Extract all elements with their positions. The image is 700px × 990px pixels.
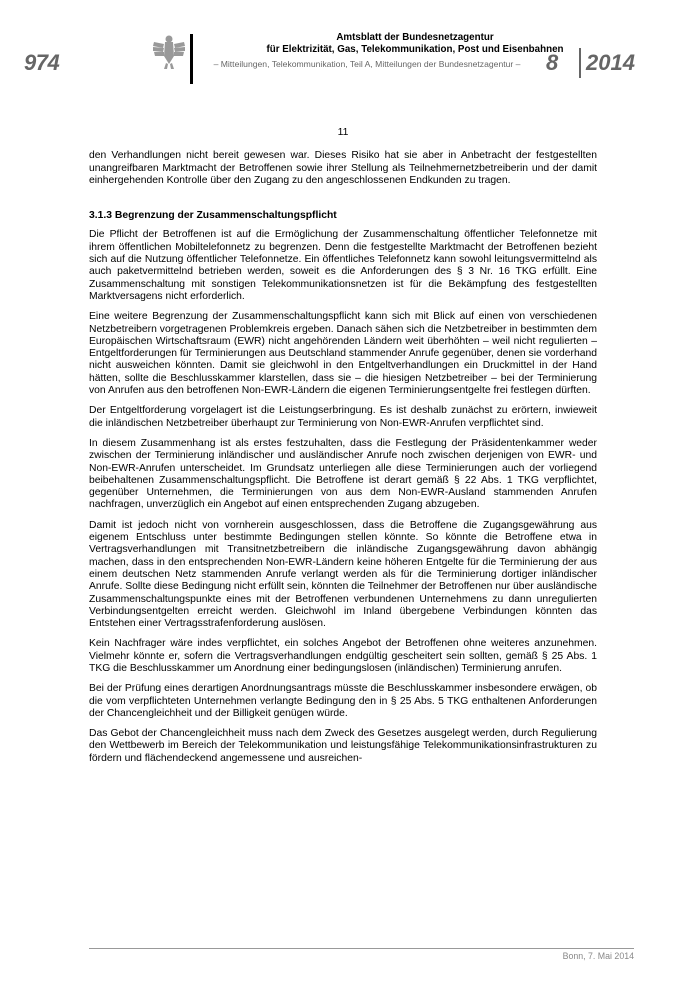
page-number: 974 [24, 50, 60, 75]
footer-place-date: Bonn, 7. Mai 2014 [562, 951, 634, 961]
document-body [89, 127, 597, 773]
issue-number: 8 [546, 50, 559, 75]
paragraph: Der Entgeltforderung vorgelagert ist die Leistungserbringung. Es ist deshalb zunächst zu erörtern, inwieweit die inländischen Netzbetreiber überhaupt zur Terminierung von Non-EWR-Anrufen verpflichtet sind. [89, 405, 597, 429]
publication-title-line1: Amtsblatt der Bundesnetzagentur [336, 32, 494, 43]
paragraph: Eine weitere Begrenzung der Zusammenschaltungspflicht kann sich mit Blick auf einen von verschiedenen Netzbetreibern vorgetragenen Problemkreis ergeben. Danach sähen sich die Netzbetreiber in bestimmten dem Europäischen Wirtschaftsraum (EWR) nicht angehörenden Ländern weit überhöhten – weil nicht regulierten – Entgeltforderungen für Terminierungen aus Deutschland stammender Anrufe gegenüber, denen sie vorderhand nicht ausweichen könnten. Damit sie gleichwohl in den Entgeltverhandlungen ein Druckmittel in der Hand hätten, sollte die Beschlusskammer klarstellen, dass sie – die hiesigen Netzbetreiber – bei der Terminierung von Anrufen aus den betroffenen Non-EWR-Ländern die eigenen Terminierungsentgelte frei festlegen dürften. [89, 311, 597, 397]
publication-title [196, 32, 634, 56]
federal-eagle-icon [152, 34, 186, 70]
section-heading: 3.1.3 Begrenzung der Zusammenschaltungspflicht [89, 210, 337, 222]
paragraph: Die Pflicht der Betroffenen ist auf die Ermöglichung der Zusammenschaltung öffentlicher Telefonnetze mit ihrem öffentlichen Mobiltelefonnetz zu begrenzen. Denn die festgestellte Marktmacht der Betroffenen bezieht sich auf die Nutzung öffentlicher Telefonnetze. Ein öffentliches Telefonnetz kann sowohl leitungsvermittelnd als auch paketvermittelnd betrieben werden, soweit es die Anforderungen des § 3 Nr. 16 TKG erfüllt. Eine Zusammenschaltung mit sonstigen Telekommunikationsnetzen ist für die Bekämpfung des festgestellten Marktversagens nicht erforderlich. [89, 229, 597, 302]
paragraph-intro: den Verhandlungen nicht bereit gewesen war. Dieses Risiko hat sie aber in Anbetracht der festgestellten unangreifbaren Marktmacht der Betroffenen sowie ihrer Stellung als Teilnehmernetzbetreiberin und der damit einhergehenden Kontrolle über den Zugang zu den angeschlossenen Endkunden zu tragen. [89, 150, 597, 186]
paragraph: In diesem Zusammenhang ist als erstes festzuhalten, dass die Festlegung der Präsidentenkammer weder zwischen der Terminierung inländischer und ausländischer Anrufe noch zwischen derjenigen von EWR- und Non-EWR-Anrufen unterscheidet. Im Grundsatz unterliegen alle diese Terminierungen auch der vorliegend beibehaltenen Zusammenschaltungspflicht. Die Betroffene ist derart gemäß § 22 Abs. 1 TKG verpflichtet, gegenüber Unternehmen, die Terminierungen von aus dem Non-EWR-Ausland stammenden Anrufen nachfragen, unverzüglich ein Angebot auf einen entsprechenden Zugang abzugeben. [89, 437, 597, 511]
paragraph: Das Gebot der Chancengleichheit muss nach dem Zweck des Gesetzes ausgelegt werden, durch Regulierung den Wettbewerb im Bereich der Telekommunikation und leistungsfähige Telekommunikationsinfrastrukturen zu fördern und flächendeckend angemessene und ausreichen- [89, 728, 597, 764]
paragraph: Bei der Prüfung eines derartigen Anordnungsantrags müsste die Beschlusskammer insbesondere erwägen, ob die vom verpflichteten Unternehmen verlangte Bedingung den in § 25 Abs. 5 TKG enthaltenen Anforderungen der Chancengleichheit und der Billigkeit genügen würde. [89, 683, 597, 719]
publication-subtitle: – Mitteilungen, Telekommunikation, Teil A, Mitteilungen der Bundesnetzagentur – [213, 59, 521, 69]
publication-title-line2: für Elektrizität, Gas, Telekommunikation, Post und Eisenbahnen [266, 44, 564, 55]
issue-year: 2014 [586, 50, 635, 75]
local-page-number: 11 [337, 127, 349, 138]
header-divider-left [190, 34, 193, 84]
footer-divider [89, 948, 634, 949]
paragraph: Damit ist jedoch nicht von vornherein ausgeschlossen, dass die Betroffene die Zugangsgewährung aus eigenem Entschluss unter bestimmte Bedingungen stellen könnte. So könnte die Betroffene etwa in Vertragsverhandlungen mit Transitnetzbetreibern die inländische Zugangsgewährung davon abhängig machen, dass in den entsprechenden Non-EWR-Ländern keine höheren Entgelte für die Terminierung der aus einem deutschen Netz stammenden Anrufe verlangt werden als für die Terminierung dortiger inländischer Anrufe. Sollte diese Bedingung nicht erfüllt sein, könnten die Teilnehmer der Betroffenen nur über ausländische Zusammenschaltungspunkte eines mit der Betroffenen verbundenen Unternehmens zu dann unregulierten Verbindungsentgelten erreicht werden. Gleichwohl im Inland übergebene Verbindungen könnten das Entstehen einer Vertragsstrafenforderung auslösen. [89, 519, 597, 630]
paragraph: Kein Nachfrager wäre indes verpflichtet, ein solches Angebot der Betroffenen ohne weiteres anzunehmen. Vielmehr könnte er, sofern die Vertragsverhandlungen endgültig gescheitert sein sollten, gemäß § 25 Abs. 1 TKG die Beschlusskammer um Anordnung einer bedingungslosen (inländischen) Terminierung anrufen. [89, 638, 597, 674]
header-divider-right [579, 48, 581, 78]
